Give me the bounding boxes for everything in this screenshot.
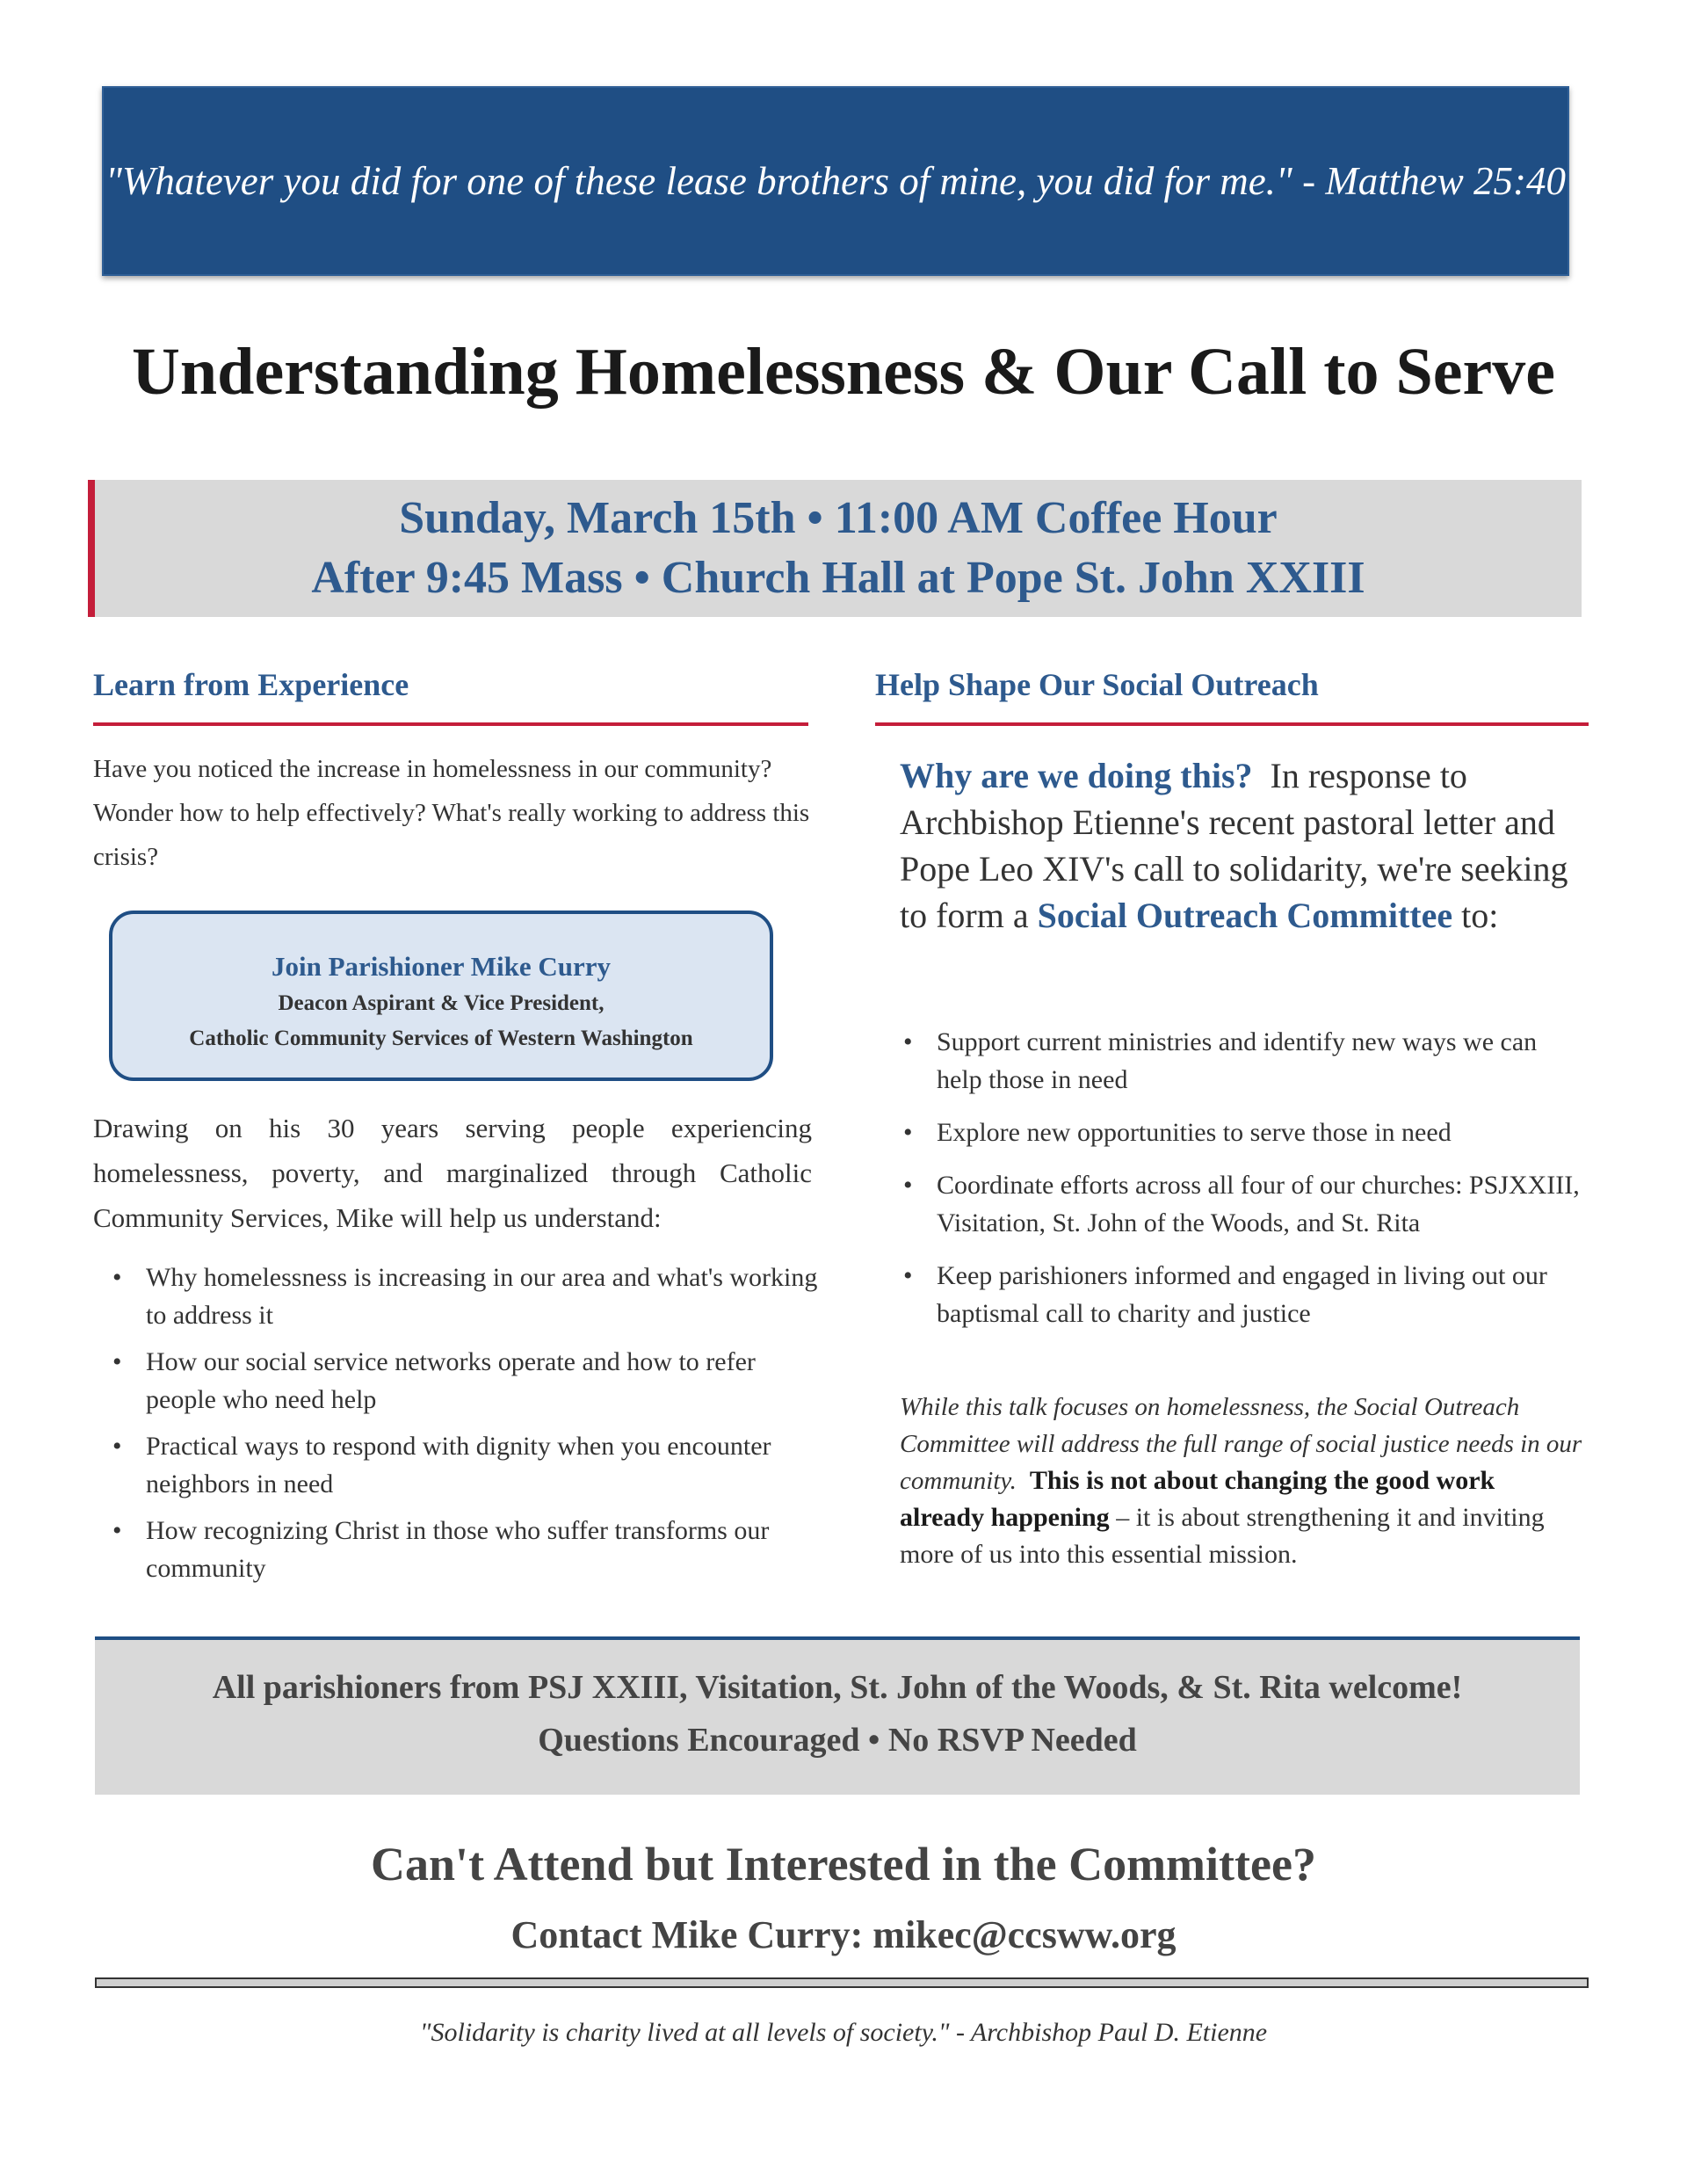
committee-goals-list	[903, 1023, 1587, 1347]
bullet-icon: •	[112, 1432, 122, 1461]
cant-attend-heading: Can't Attend but Interested in the Committee?	[371, 1838, 1316, 1890]
rsvp-note: Questions Encouraged • No RSVP Needed	[538, 1722, 1137, 1759]
event-date-time: Sunday, March 15th • 11:00 AM Coffee Hour	[399, 493, 1278, 543]
footer-divider	[95, 1977, 1589, 1988]
welcome-box	[95, 1640, 1580, 1795]
to-text: to:	[1461, 896, 1499, 935]
list-item: • Why homelessness is increasing in our area and what's working to address it	[146, 1259, 822, 1334]
speaker-title-line2: Catholic Community Services of Western Washington	[189, 1027, 693, 1050]
why-paragraph	[900, 752, 1585, 939]
closing-italic-text: While this talk focuses on homelessness, the Social Outreach Committee will address the full range of social justice needs in our community.	[900, 1393, 1582, 1495]
footer-quote: "Solidarity is charity lived at all levels of society." - Archbishop Paul D. Etienne	[419, 2018, 1268, 2047]
why-label: Why are we doing this?	[900, 756, 1253, 795]
closing-paragraph	[900, 1389, 1585, 1573]
committee-label: Social Outreach Committee	[1037, 896, 1453, 935]
speaker-description: Drawing on his 30 years serving people experiencing homelessness, poverty, and marginalized through Catholic Community Services, Mike will help us understand:	[93, 1113, 812, 1233]
bullet-icon: •	[903, 1118, 913, 1147]
list-item: • Support current ministries and identify new ways we can help those in need	[937, 1023, 1587, 1099]
intro-paragraph: Have you noticed the increase in homelessness in our community? Wonder how to help effectively? What's really working to address this crisis?	[93, 755, 810, 871]
bullet-icon: •	[112, 1263, 122, 1292]
list-item: • Explore new opportunities to serve those in need	[937, 1114, 1587, 1151]
left-heading-divider	[93, 722, 808, 726]
list-item: • Keep parishioners informed and engaged in living out our baptismal call to charity and justice	[937, 1257, 1587, 1332]
bullet-icon: •	[903, 1171, 913, 1200]
right-column-heading: Help Shape Our Social Outreach	[875, 667, 1319, 702]
right-heading-divider	[875, 722, 1589, 726]
list-item: • Practical ways to respond with dignity when you encounter neighbors in need	[146, 1427, 822, 1503]
why-text: In response to Archbishop Etienne's recent pastoral letter and Pope Leo XIV's call to solidarity, we're seeking to form a	[900, 756, 1568, 935]
scripture-quote: "Whatever you did for one of these lease brothers of mine, you did for me." - Matthew 25:40	[105, 159, 1567, 203]
closing-bold-text: This is not about changing the good work already happening	[900, 1466, 1495, 1532]
bullet-icon: •	[112, 1516, 122, 1545]
bullet-icon: •	[112, 1347, 122, 1376]
list-item: • Coordinate efforts across all four of our churches: PSJXXIII, Visitation, St. John of the Woods, and St. Rita	[937, 1166, 1587, 1242]
bullet-icon: •	[903, 1261, 913, 1290]
list-item: • How recognizing Christ in those who suffer transforms our community	[146, 1512, 822, 1587]
learning-topics-list	[112, 1259, 822, 1596]
closing-rest-text: – it is about strengthening it and inviting more of us into this essential mission.	[900, 1503, 1545, 1569]
bullet-icon: •	[903, 1027, 913, 1056]
welcome-message: All parishioners from PSJ XXIII, Visitation, St. John of the Woods, & St. Rita welcome!	[212, 1669, 1463, 1706]
event-details-box	[88, 480, 1582, 617]
page-title: Understanding Homelessness & Our Call to Serve	[132, 335, 1555, 409]
list-item: • How our social service networks operate and how to refer people who need help	[146, 1343, 822, 1419]
left-column-heading: Learn from Experience	[93, 667, 409, 702]
event-location: After 9:45 Mass • Church Hall at Pope St. John XXIII	[311, 553, 1365, 603]
speaker-name: Join Parishioner Mike Curry	[271, 951, 612, 982]
scripture-banner	[102, 86, 1569, 276]
contact-line: Contact Mike Curry: mikec@ccsww.org	[510, 1913, 1177, 1956]
speaker-title-line1: Deacon Aspirant & Vice President,	[278, 991, 605, 1015]
speaker-callout	[109, 911, 773, 1081]
